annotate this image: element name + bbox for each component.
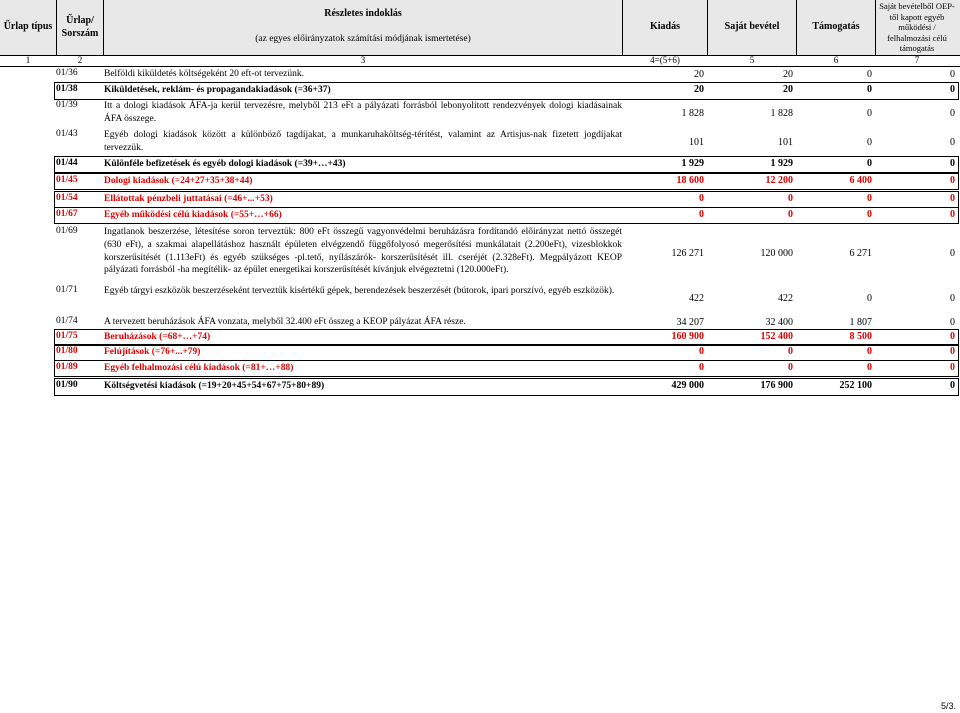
row-value-6: 0	[867, 69, 872, 80]
header-subtitle: (az egyes előirányzatok számítási módjának ismertetése)	[255, 34, 471, 45]
row-code: 01/75	[56, 331, 78, 341]
row-value-4: 429 000	[671, 380, 704, 391]
header-kiadas: Kiadás	[649, 21, 680, 33]
row-description: Ellátottak pénzbeli juttatásai (=46+...+53)	[104, 194, 273, 204]
row-code: 01/38	[56, 84, 78, 94]
row-description: Itt a dologi kiadások ÁFA-ja kerül tervezésre, melyből 213 eFt a pályázati forrásból lebonyolított rendezvények dologi kiadásainak ÁFA összege.	[104, 101, 622, 124]
header-title: Részletes indoklás	[324, 7, 402, 19]
row-code: 01/39	[56, 100, 78, 110]
row-description: Dologi kiadások (=24+27+35+38+44)	[104, 176, 253, 186]
row-code: 01/45	[56, 175, 78, 185]
row-value-5: 0	[788, 362, 793, 373]
column-number-3: 3	[360, 55, 366, 65]
column-number-7: 7	[914, 55, 920, 65]
row-value-5: 1 828	[770, 108, 793, 119]
row-value-5: 422	[778, 293, 793, 304]
row-value-5: 0	[788, 209, 793, 220]
row-value-6: 0	[867, 193, 872, 204]
row-description: Különféle befizetések és egyéb dologi kiadások (=39+…+43)	[104, 159, 346, 169]
row-code: 01/67	[56, 209, 78, 219]
column-number-5: 5	[749, 55, 755, 65]
row-value-4: 1 929	[681, 158, 704, 169]
row-description: Felújítások (=76+...+79)	[104, 347, 201, 357]
column-number-2: 2	[77, 55, 83, 65]
row-value-6: 6 271	[849, 248, 872, 259]
row-description: A tervezett beruházások ÁFA vonzata, melyből 32.400 eFt összeg a KEOP pályázat ÁFA része.	[104, 317, 466, 327]
row-value-5: 0	[788, 193, 793, 204]
row-value-6: 0	[867, 137, 872, 148]
row-value-4: 34 207	[676, 317, 704, 328]
row-description: Egyéb tárgyi eszközök beszerzéseként terveztük kisértékű gépek, berendezések beszerzését (bútorok, ipari porszívó, egyéb eszközök).	[104, 286, 615, 296]
row-value-6: 0	[867, 293, 872, 304]
column-number-1: 1	[25, 55, 31, 65]
row-value-6: 0	[867, 209, 872, 220]
row-value-7: 0	[950, 293, 955, 304]
row-description: Költségvetési kiadások (=19+20+45+54+67+75+80+89)	[104, 381, 325, 391]
row-value-4: 0	[699, 209, 704, 220]
row-value-4: 20	[694, 69, 704, 80]
header-urlap-sorszam: Űrlap/ Sorszám	[61, 15, 99, 39]
row-value-4: 101	[689, 137, 704, 148]
row-value-6: 0	[867, 362, 872, 373]
row-value-4: 0	[699, 346, 704, 357]
row-value-7: 0	[950, 175, 955, 186]
row-value-7: 0	[950, 69, 955, 80]
column-number-6: 6	[833, 55, 839, 65]
row-value-6: 1 807	[849, 317, 872, 328]
row-value-6: 6 400	[849, 175, 872, 186]
row-description: Egyéb dologi kiadások között a különböző tagdíjakat, a munkaruhaköltség-térítést, valamint az Artisjus-nak fizetett jogdíjakat tervezzük.	[104, 130, 622, 153]
row-value-5: 20	[783, 69, 793, 80]
row-code: 01/89	[56, 362, 78, 372]
header-sajat-bevetel: Saját bevétel	[724, 21, 780, 33]
row-value-5: 152 400	[760, 331, 793, 342]
header-tamogatas: Támogatás	[812, 21, 860, 33]
row-code: 01/69	[56, 226, 78, 236]
header-oep: Saját bevételből OEP-től kapott egyéb működési / felhalmozási célú támogatás	[879, 0, 955, 54]
header-urlap-tipus: Űrlap típus	[3, 21, 53, 33]
row-value-7: 0	[950, 137, 955, 148]
row-value-7: 0	[950, 331, 955, 342]
row-value-5: 1 929	[770, 158, 793, 169]
row-description: Egyéb felhalmozási célú kiadások (=81+…+88)	[104, 363, 294, 373]
row-description: Egyéb működési célú kiadások (=55+…+66)	[104, 210, 282, 220]
row-value-6: 0	[867, 84, 872, 95]
column-number-4: 4=(5+6)	[650, 55, 680, 65]
row-code: 01/90	[56, 380, 78, 390]
row-value-7: 0	[950, 317, 955, 328]
row-code: 01/36	[56, 68, 78, 78]
row-value-4: 0	[699, 193, 704, 204]
row-value-6: 252 100	[839, 380, 872, 391]
row-value-6: 8 500	[849, 331, 872, 342]
row-value-5: 32 400	[765, 317, 793, 328]
row-description: Kiküldetések, reklám- és propagandakiadások (=36+37)	[104, 85, 331, 95]
row-value-4: 422	[689, 293, 704, 304]
row-value-4: 1 828	[681, 108, 704, 119]
row-value-7: 0	[950, 84, 955, 95]
row-value-7: 0	[950, 158, 955, 169]
row-value-4: 160 900	[671, 331, 704, 342]
row-value-7: 0	[950, 346, 955, 357]
row-value-6: 0	[867, 158, 872, 169]
row-value-7: 0	[950, 248, 955, 259]
page-number: 5/3.	[940, 701, 956, 711]
row-value-4: 20	[694, 84, 704, 95]
row-value-5: 12 200	[765, 175, 793, 186]
row-value-6: 0	[867, 108, 872, 119]
row-code: 01/71	[56, 285, 78, 295]
row-value-5: 0	[788, 346, 793, 357]
row-description: Ingatlanok beszerzése, létesítése soron terveztük: 800 eFt összegű vagyonvédelmi beruházásra fordítandó előirányzat nettó összegét (630 eFt), a szakmai alapellátáshoz használt épületen elvégzendő függőfolyosó megerősítési munkálatait (2.200eFt), vizesblokkok korszerűsítését (1.113eFt) és egyéb szükséges -pl.tető, nyílászárók- korszerűsítését ill. cseréjét (2.328eFt). Megpályázott KEOP pályázati forrásból -ha megítélik- az épület energetikai korszerűsítését kívánjuk elvégeztetni (120.000eFt).	[104, 227, 622, 276]
row-code: 01/44	[56, 158, 78, 168]
row-value-4: 0	[699, 362, 704, 373]
row-value-7: 0	[950, 209, 955, 220]
row-code: 01/74	[56, 316, 78, 326]
row-value-5: 176 900	[760, 380, 793, 391]
row-value-5: 101	[778, 137, 793, 148]
table-header	[0, 0, 960, 55]
row-value-7: 0	[950, 108, 955, 119]
row-code: 01/54	[56, 193, 78, 203]
row-value-7: 0	[950, 193, 955, 204]
row-value-6: 0	[867, 346, 872, 357]
row-value-5: 120 000	[760, 248, 793, 259]
row-value-4: 126 271	[671, 248, 704, 259]
row-description: Beruházások (=68+…+74)	[104, 332, 211, 342]
row-code: 01/80	[56, 346, 78, 356]
row-description: Belföldi kiküldetés költségeként 20 eft-ot tervezünk.	[104, 69, 304, 79]
row-code: 01/43	[56, 129, 78, 139]
row-value-7: 0	[950, 362, 955, 373]
row-value-7: 0	[950, 380, 955, 391]
row-value-4: 18 600	[676, 175, 704, 186]
row-value-5: 20	[783, 84, 793, 95]
